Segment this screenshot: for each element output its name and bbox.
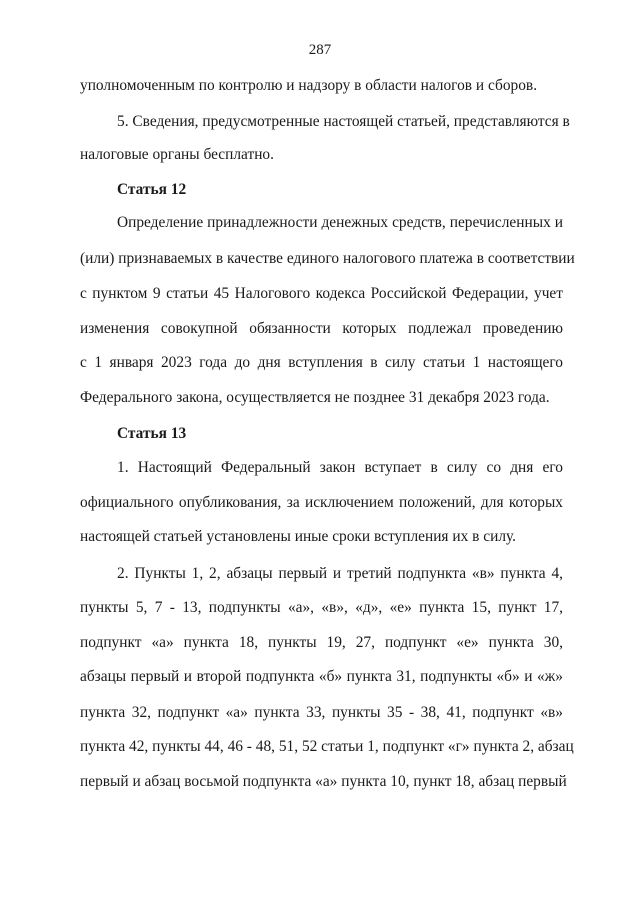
text-line: подпункт «а» пункта 18, пункты 19, 27, подпункт «е» пункта 30, bbox=[80, 634, 563, 651]
text-line: Федерального закона, осуществляется не позднее 31 декабря 2023 года. bbox=[80, 389, 550, 406]
text-line: абзацы первый и второй подпункта «б» пункта 31, подпункты «б» и «ж» bbox=[80, 668, 563, 685]
text-line: 1. Настоящий Федеральный закон вступает в силу со дня его bbox=[117, 459, 563, 476]
text-line: (или) признаваемых в качестве единого налогового платежа в соответствии bbox=[80, 250, 575, 267]
article-heading: Статья 13 bbox=[117, 425, 187, 442]
text-line: 2. Пункты 1, 2, абзацы первый и третий подпункта «в» пункта 4, bbox=[117, 565, 563, 582]
text-line: пункты 5, 7 - 13, подпункты «а», «в», «д», «е» пункта 15, пункт 17, bbox=[80, 599, 563, 616]
text-line: первый и абзац восьмой подпункта «а» пункта 10, пункт 18, абзац первый bbox=[80, 773, 567, 790]
text-line: Определение принадлежности денежных средств, перечисленных и bbox=[117, 214, 563, 231]
text-line: изменения совокупной обязанности которых подлежал проведению bbox=[80, 320, 563, 337]
text-line: настоящей статьей установлены иные сроки вступления их в силу. bbox=[80, 528, 517, 545]
text-line: пункта 32, подпункт «а» пункта 33, пункты 35 - 38, 41, подпункт «в» bbox=[80, 704, 563, 721]
page-number: 287 bbox=[308, 42, 332, 58]
article-heading: Статья 12 bbox=[117, 181, 187, 198]
text-line: с пунктом 9 статьи 45 Налогового кодекса Российской Федерации, учет bbox=[80, 285, 563, 302]
text-line: налоговые органы бесплатно. bbox=[80, 146, 274, 163]
text-line: официального опубликования, за исключением положений, для которых bbox=[80, 494, 563, 511]
text-line: пункта 42, пункты 44, 46 - 48, 51, 52 статьи 1, подпункт «г» пункта 2, абзац bbox=[80, 738, 574, 755]
text-line: уполномоченным по контролю и надзору в области налогов и сборов. bbox=[80, 77, 538, 94]
text-line: 5. Сведения, предусмотренные настоящей статьей, представляются в bbox=[117, 113, 570, 130]
text-line: с 1 января 2023 года до дня вступления в силу статьи 1 настоящего bbox=[80, 354, 563, 371]
